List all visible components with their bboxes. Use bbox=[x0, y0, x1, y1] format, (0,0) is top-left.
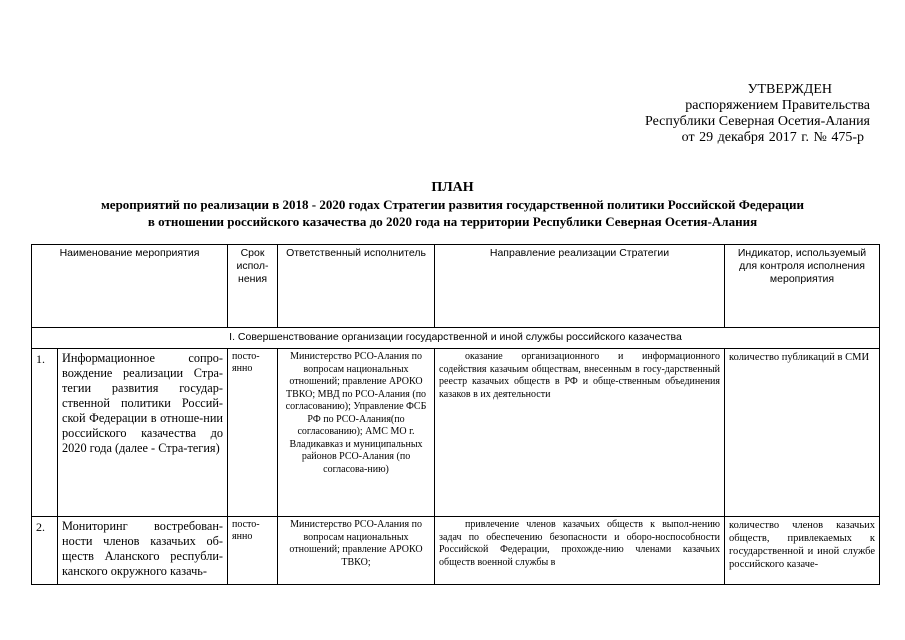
row-term: посто-янно bbox=[228, 349, 278, 517]
row-executor: Министерство РСО-Алания по вопросам национальных отношений; правление АРОКО ТВКО; МВД по РСО-Алания (по согласованию); Управление ФСБ РФ по РСО-Алания(по согласованию); АМС МО г. Владикавказ и муниципальных районов РСО-Алания (по согласова-нию) bbox=[278, 349, 435, 517]
section-row bbox=[32, 328, 880, 349]
approval-republic: Республики Северная Осетия-Алания bbox=[645, 114, 870, 129]
header-executor: Ответственный исполнитель bbox=[278, 245, 435, 328]
plan-subtitle-1: мероприятий по реализации в 2018 - 2020 годах Стратегии развития государственной политики Российской Федерации bbox=[100, 197, 805, 212]
row-indicator: количество членов казачьих обществ, привлекаемых к государственной и иной службе российского казаче- bbox=[725, 517, 880, 585]
approval-decree: распоряжением Правительства bbox=[685, 98, 870, 113]
header-indicator: Индикатор, используемый для контроля исполнения мероприятия bbox=[725, 245, 880, 328]
plan-title: ПЛАН bbox=[431, 180, 474, 195]
table-row bbox=[32, 517, 880, 585]
row-term: посто-янно bbox=[228, 517, 278, 585]
table-row bbox=[32, 349, 880, 517]
row-executor: Министерство РСО-Алания по вопросам национальных отношений; правление АРОКО ТВКО; bbox=[278, 517, 435, 585]
section-title: I. Совершенствование организации государственной и иной службы российского казачества bbox=[32, 328, 880, 349]
row-number: 2. bbox=[32, 517, 58, 585]
header-name: Наименование мероприятия bbox=[32, 245, 228, 328]
plan-table bbox=[31, 244, 880, 585]
row-direction: оказание организационного и информационного содействия казачьим обществам, внесенным в госу-дарственный реестр казачьих обществ в РФ и обще-ственным объединения казаков в их деятельности bbox=[435, 349, 725, 517]
row-name: Мониторинг востребован-ности членов казачьих об-ществ Аланского республи-канского окружного казачь- bbox=[58, 517, 228, 585]
row-indicator: количество публикаций в СМИ bbox=[725, 349, 880, 517]
plan-subtitle-2: в отношении российского казачества до 2020 года на территории Республики Северная Осетия-Алания bbox=[147, 214, 758, 229]
row-name: Информационное сопро-вождение реализации Стра-тегии развития государ-ственной политики Россий-ской Федерации в отноше-нии российского казачества до 2020 года (далее - Стра-тегия) bbox=[58, 349, 228, 517]
header-direction: Направление реализации Стратегии bbox=[435, 245, 725, 328]
row-number: 1. bbox=[32, 349, 58, 517]
table-header-row bbox=[32, 245, 880, 328]
row-direction: привлечение членов казачьих обществ к выпол-нению задач по обеспечению безопасности и оборо-носпособности Российской Федерации, прохожде-нию членами казачьих обществ военной службы в bbox=[435, 517, 725, 585]
approval-block bbox=[600, 82, 870, 146]
approval-date: от 29 декабря 2017 г. № 475-р bbox=[681, 130, 864, 145]
header-term: Срок испол-нения bbox=[228, 245, 278, 328]
approval-heading: УТВЕРЖДЕН bbox=[747, 82, 832, 97]
